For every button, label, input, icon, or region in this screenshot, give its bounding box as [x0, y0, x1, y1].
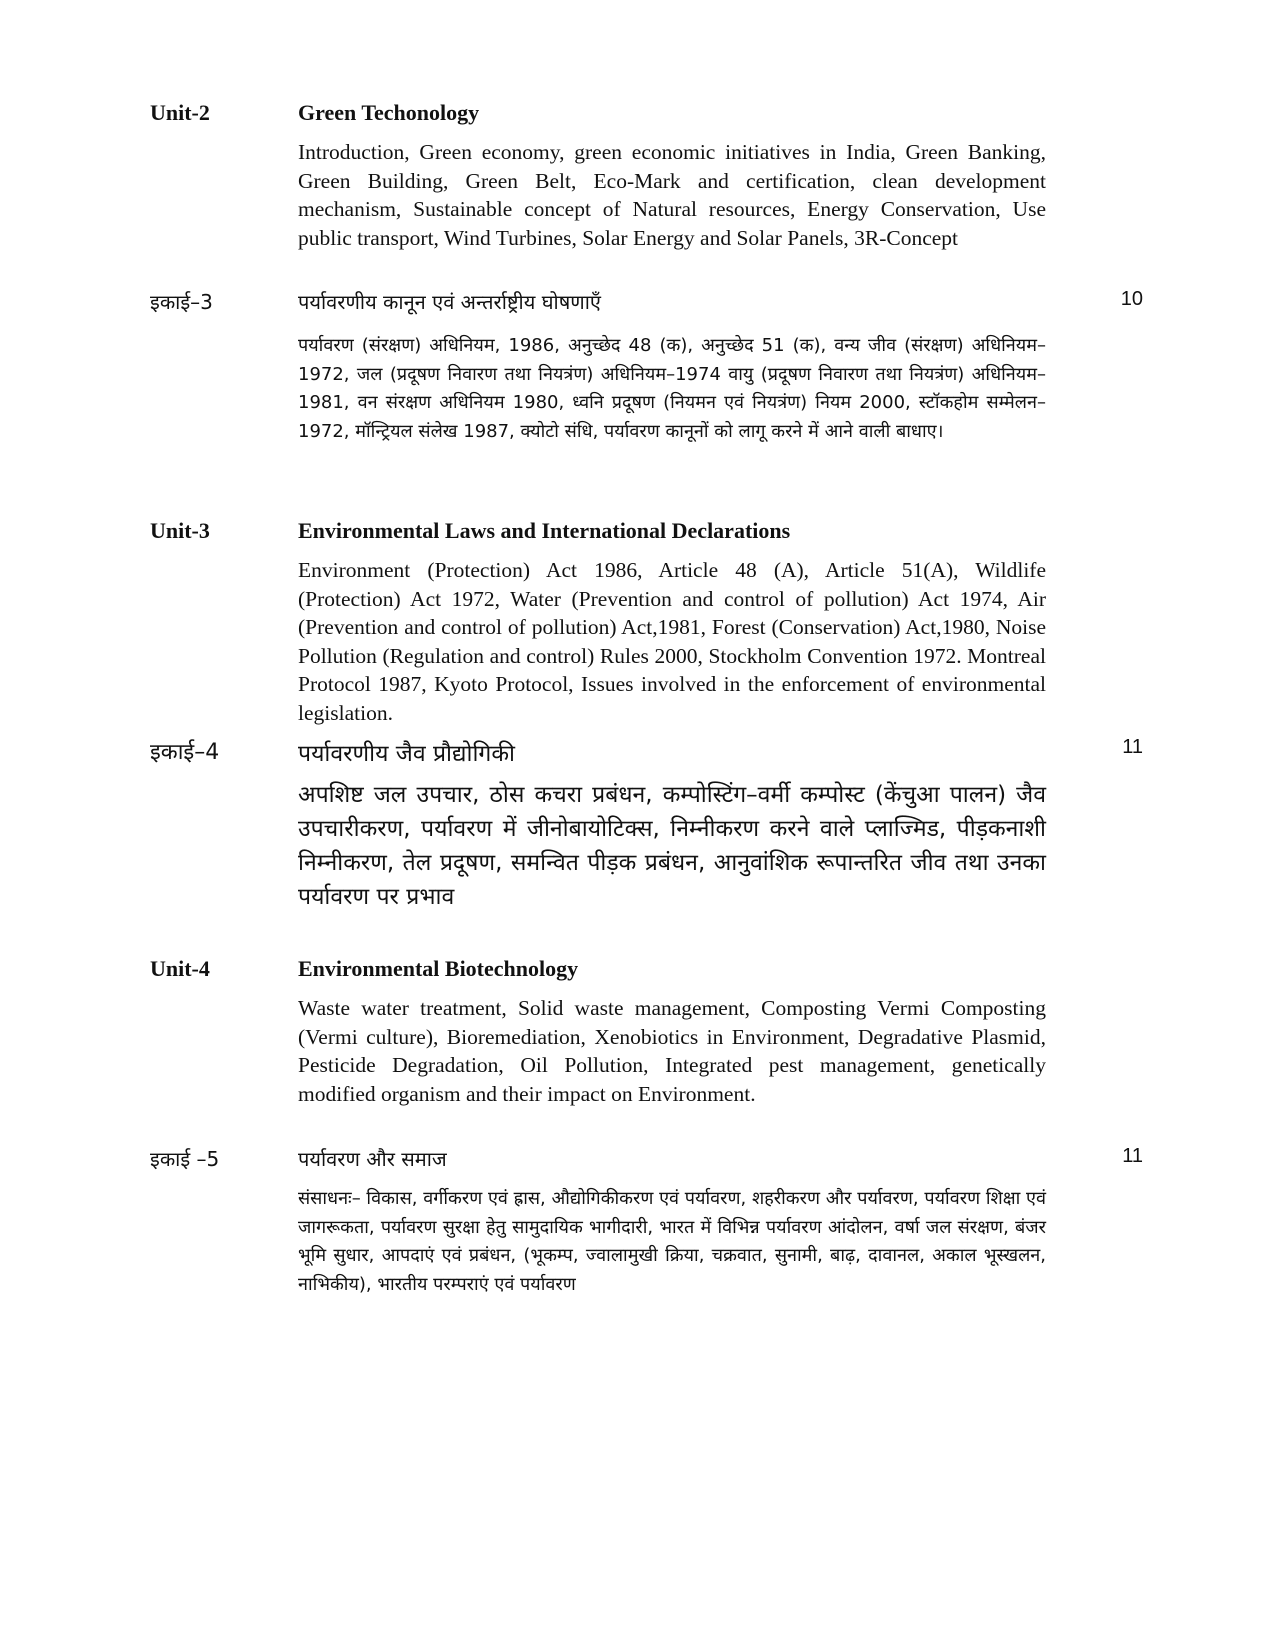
unit-label: Unit-2 — [150, 100, 210, 125]
unit-body: Waste water treatment, Solid waste management, Composting Vermi Composting (Vermi culture), Bioremediation, Xenobiotics in Environment, Degradative Plasmid, Pesticide Degradation, Oil Pollution, Integrated pest management, genetically modified organism and their impact on Environment. — [298, 996, 1046, 1106]
unit-label: Unit-4 — [150, 956, 210, 981]
unit-title: Green Techonology — [298, 100, 480, 125]
unit-title: Environmental Biotechnology — [298, 956, 579, 981]
unit-title: पर्यावरणीय जैव प्रौद्योगिकी — [298, 741, 515, 767]
unit-label: इकाई–4 — [150, 740, 220, 765]
unit-body: संसाधनः– विकास, वर्गीकरण एवं ह्रास, औद्योगिकीकरण एवं पर्यावरण, शहरीकरण और पर्यावरण, पर्यावरण शिक्षा एवं जागरूकता, पर्यावरण सुरक्षा हेतु सामुदायिक भागीदारी, भारत में विभिन्न पर्यावरण आंदोलन, वर्षा जल संरक्षण, बंजर भूमि सुधार, आपदाएं एवं प्रबंधन, (भूकम्प, ज्वालामुखी क्रिया, चक्रवात, सुनामी, बाढ़, दावानल, अकाल भूस्खलन, नाभिकीय), भारतीय परम्पराएं एवं पर्यावरण — [298, 1188, 1046, 1295]
unit-title: पर्यावरणीय कानून एवं अन्तर्राष्ट्रीय घोषणाएँ — [298, 290, 601, 314]
unit-title: Environmental Laws and International Declarations — [298, 518, 791, 543]
unit-hours: 11 — [1122, 736, 1143, 758]
unit-body: Introduction, Green economy, green economic initiatives in India, Green Banking, Green Building, Green Belt, Eco-Mark and certification, clean development mechanism, Sustainable concept of Natural resources, Energy Conservation, Use public transport, Wind Turbines, Solar Energy and Solar Panels, 3R-Concept — [298, 140, 1046, 250]
unit-label: इकाई–3 — [150, 290, 213, 314]
unit-title: पर्यावरण और समाज — [298, 1147, 447, 1171]
unit-label: इकाई –5 — [150, 1147, 220, 1171]
unit-body: पर्यावरण (संरक्षण) अधिनियम, 1986, अनुच्छेद 48 (क), अनुच्छेद 51 (क), वन्य जीव (संरक्षण) अधिनियम–1972, जल (प्रदूषण निवारण तथा नियत्रंण) अधिनियम–1974 वायु (प्रदूषण निवारण तथा नियत्रंण) अधिनियम–1981, वन संरक्षण अधिनियम 1980, ध्वनि प्रदूषण (नियमन एवं नियत्रंण) नियम 2000, स्टॉकहोम सम्मेलन–1972, मॉन्ट्रियल संलेख 1987, क्योटो संधि, पर्यावरण कानूनों को लागू करने में आने वाली बाधाए। — [298, 335, 1046, 442]
unit-label: Unit-3 — [150, 518, 210, 543]
unit-body: अपशिष्ट जल उपचार, ठोस कचरा प्रबंधन, कम्पोस्टिंग–वर्मी कम्पोस्ट (केंचुआ पालन) जैव उपचारीकरण, पर्यावरण में जीनोबायोटिक्स, निम्नीकरण करने वाले प्लाज्मिड, पीड़कनाशी निम्नीकरण, तेल प्रदूषण, समन्वित पीड़क प्रबंधन, आनुवांशिक रूपान्तरित जीव तथा उनका पर्यावरण पर प्रभाव — [298, 782, 1046, 910]
unit-body: Environment (Protection) Act 1986, Article 48 (A), Article 51(A), Wildlife (Protection) Act 1972, Water (Prevention and control of pollution) Act 1974, Air (Prevention and control of pollution) Act,1981, Forest (Conservation) Act,1980, Noise Pollution (Regulation and control) Rules 2000, Stockholm Convention 1972. Montreal Protocol 1987, Kyoto Protocol, Issues involved in the enforcement of environmental legislation. — [298, 558, 1046, 725]
unit-hours: 11 — [1122, 1145, 1143, 1167]
unit-hours: 10 — [1120, 288, 1143, 310]
